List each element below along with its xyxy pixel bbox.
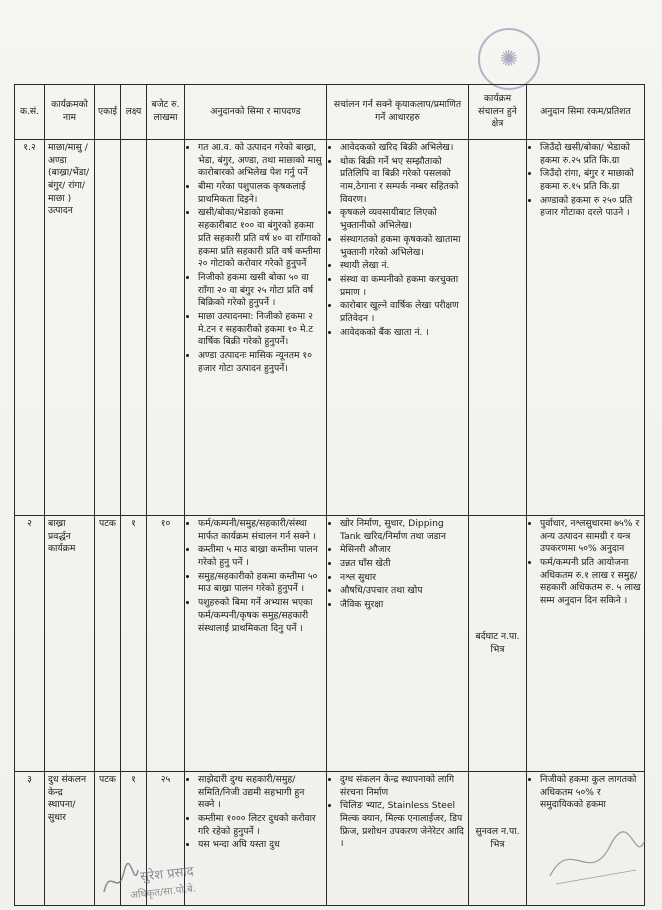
activity-item: • चिलिङ भ्याट, Stainless Steel मिल्क क्यान, मिल्क एनालाईजर, डिप फ्रिज, प्रशोधन उपकरण जेनेरेटर आदि । <box>340 800 465 851</box>
cell-grant <box>527 516 645 772</box>
grant-item: • फर्म/कम्पनी प्रति आयोजना अधिकतम रु.१ लाख र समुह/ सहकारी अधिकतम रु. ५ लाख सम्म अनुदान दिन सकिने । <box>540 557 641 608</box>
header-limits: अनुदानको सिमा र मापदण्ड <box>185 85 327 140</box>
limit-item: • खसी/बोका/भेडाको हकमा सहकारीबाट १०० वा बंगुरको हकमा प्रति सहकारी प्रति वर्ष ४० वा रााँगाको हकमा प्रति सहकारी प्रति वर्ष कम्तीमा २० गोटाको करोवार गरेको हुनुपर्ने <box>198 207 323 270</box>
cell-sn: २ <box>15 516 45 772</box>
activity-item: • नश्ल सुधार <box>340 572 465 585</box>
header-sn: क.सं. <box>15 85 45 140</box>
activity-item: • खोर निर्माण, सुधार, Dipping Tank खरिद/निर्माण तथा जडान <box>340 518 465 543</box>
signatory-name: सुरेश प्रसाद <box>139 864 195 885</box>
cell-grant <box>527 140 645 516</box>
activity-item: • संस्थागतको हकमा कृषकको खातामा भुक्तानी गरेको अभिलेख। <box>340 234 465 259</box>
limit-item: • कम्तीमा १००० लिटर दुधको करोवार गरि रहेको हुनुपर्ने । <box>198 813 323 838</box>
cell-unit <box>95 140 121 516</box>
grant-item: • पुर्वाधार, नश्लसुधारमा ७५% र अन्य उत्पादन सामग्री र यन्त्र उपकरणमा ५०% अनुदान <box>540 518 641 556</box>
program-table <box>14 84 645 906</box>
header-budget: बजेट रु. लाखमा <box>147 85 185 140</box>
cell-limits <box>185 140 327 516</box>
header-program: कार्यक्रमको नाम <box>45 85 95 140</box>
grant-item: • जिउँदो खसी/बोका/ भेडाको हकमा रु.२५ प्रति कि.ग्रा <box>540 142 641 167</box>
activity-item: • दुग्ध संकलन केन्द्र स्थापनाको लागि संरचना निर्माण <box>340 774 465 799</box>
activity-item: • स्थायी लेखा नं. <box>340 260 465 273</box>
table-row <box>15 516 645 772</box>
grant-item: • अण्डाको हकमा रु २५० प्रति हजार गोटाका दरले पाउने । <box>540 195 641 220</box>
limit-item: • निजीको हकमा खसी बोका ५० वा रााँगा २० वा बंगुर २५ गोटा प्रति वर्ष बिक्रिको गरेको हुनुपर्ने । <box>198 272 323 310</box>
cell-program: माछा/मासु /अण्डा (बाख्रा/भेंडा/बंगुर/ रांगा/माछा ) उत्पादन <box>45 140 95 516</box>
limit-item: • साझेदारी दुग्ध सहकारी/समुह/ समिति/निजी उद्यमी सहभागी हुन सक्ने । <box>198 774 323 812</box>
limit-item: • गत आ.व. को उत्पादन गरेको बाख्रा, भेडा, बंगुर, अण्डा, तथा माछाको मासु कारोबारको अभिलेख पेश गर्नु पर्ने <box>198 142 323 180</box>
activity-item: • थोक बिक्री गर्ने भए सम्झौताको प्रतिलिपि वा बिक्री गरेको पसलको नाम,ठेगाना र सम्पर्क नम्बर सहितको विवरण। <box>340 156 465 207</box>
cell-budget <box>147 140 185 516</box>
header-grant: अनुदान सिमा रकम/प्रतिशत <box>527 85 645 140</box>
cell-sn: १.२ <box>15 140 45 516</box>
activity-item: • मेसिनरी औजार <box>340 544 465 557</box>
cell-area <box>469 140 527 516</box>
header-area: कार्यक्रम संचालन हुने क्षेत्र <box>469 85 527 140</box>
table-header-row <box>15 85 645 140</box>
limit-item: • बीमा गरेका पशुपालक कृषकलाई प्राथमिकता दिइने। <box>198 181 323 206</box>
limit-item: • माछा उत्पादनमा: निजीको हकमा २ मे.टन र सहकारीको हकमा १० मे.ट वार्षिक बिक्री गरेको हुनुपर्ने। <box>198 311 323 349</box>
cell-activities <box>327 772 469 906</box>
cell-activities <box>327 140 469 516</box>
table-row <box>15 140 645 516</box>
cell-budget: २५ <box>147 772 185 906</box>
limit-item: • फर्म/कम्पनी/समुह/सहकारी/संस्था मार्फत कार्यक्रम संचालन गर्न सक्ने । <box>198 518 323 543</box>
cell-program: दुध संकलन केन्द्र स्थापना/ सुधार <box>45 772 95 906</box>
signature-right <box>540 826 650 896</box>
cell-target: १ <box>121 772 147 906</box>
activity-item: • उन्नत घाँस खेती <box>340 558 465 571</box>
header-unit: एकाई <box>95 85 121 140</box>
limit-item: • यस भन्दा अघि यस्ता दुध <box>198 839 323 852</box>
grant-item: • जिउँदो रांगा, बंगुर र माछाको हकमा रु.१५ प्रति कि.ग्रा <box>540 168 641 193</box>
cell-area: सुनवल न.पा. भित्र <box>469 772 527 906</box>
limit-item: • अण्डा उत्पादनः मासिक न्यूनतम १० हजार गोटा उत्पादन हुनुपर्ने। <box>198 350 323 375</box>
activity-item: • कृषकले व्यवसायीबाट लिएको भुक्तानीको अभिलेख। <box>340 207 465 232</box>
limit-item: • समुह/सहकारीको हकमा कम्तीमा ५० माउ बाख्रा पालन गरेको हुनुपर्ने । <box>198 571 323 596</box>
limit-item: • कम्तीमा ५ माउ बाख्रा कम्तीमा पालन गरेको हुनु पर्ने । <box>198 544 323 569</box>
cell-target <box>121 140 147 516</box>
limit-item: • पशुहरुको बिमा गर्ने अभ्यास भएका फर्म/कम्पनी/कृषक समुह/सहकारी संस्थालाई प्राथमिकता दिनु पर्ने । <box>198 597 323 635</box>
header-target: लक्ष्य <box>121 85 147 140</box>
cell-limits <box>185 516 327 772</box>
signatory-title: अधिकृत/सा.पो.बे. <box>129 883 197 902</box>
cell-activities <box>327 516 469 772</box>
activity-item: • संस्था वा कम्पनीको हकमा करचुक्ता प्रमाण । <box>340 274 465 299</box>
activity-item: • आवेदकको खरिद बिक्री अभिलेख। <box>340 142 465 155</box>
activity-item: • आवेदकको बैंक खाता नं. । <box>340 327 465 340</box>
cell-area: बर्दघाट न.पा. भित्र <box>469 516 527 772</box>
activity-item: • कारोबार खुल्ने वार्षिक लेखा परीक्षण प्रतिवेदन । <box>340 300 465 325</box>
signature-stamp-icon <box>540 826 650 896</box>
cell-budget: १० <box>147 516 185 772</box>
header-activities: सचांलन गर्न सक्ने कृयाकलाप/प्रमाणित गर्ने आधारहरु <box>327 85 469 140</box>
cell-program: बाख्रा प्रवर्द्धन कार्यक्रम <box>45 516 95 772</box>
cell-unit: पटक <box>95 772 121 906</box>
activity-item: • जैविक सुरक्षा <box>340 599 465 612</box>
grant-item: • निजीको हकमा कुल लागतको अधिकतम ५०% र समुदायिकको हकमा <box>540 774 641 812</box>
office-seal-stamp: ✺ <box>478 28 540 90</box>
cell-unit: पटक <box>95 516 121 772</box>
cell-sn: ३ <box>15 772 45 906</box>
signature-left <box>100 862 280 904</box>
cell-target: १ <box>121 516 147 772</box>
activity-item: • औषधि/उपचार तथा खोप <box>340 585 465 598</box>
